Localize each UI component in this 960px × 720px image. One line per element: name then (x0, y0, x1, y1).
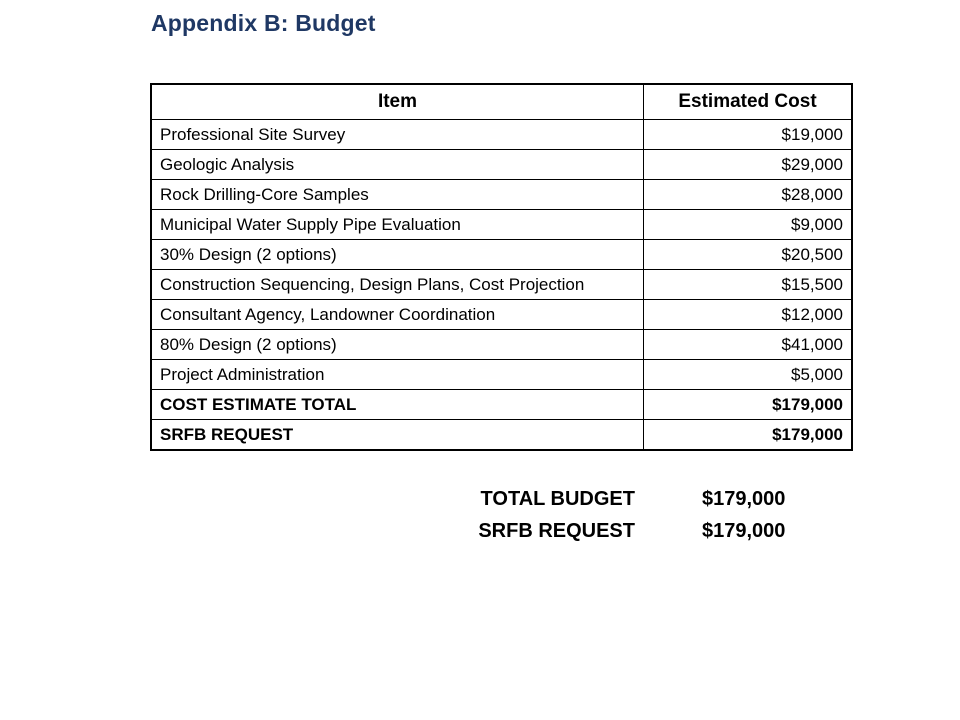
cost-cell: $29,000 (644, 150, 853, 180)
table-row (151, 240, 852, 270)
cost-cell: $9,000 (644, 210, 853, 240)
column-header-estimated-cost: Estimated Cost (644, 84, 853, 120)
table-row (151, 210, 852, 240)
table-row (151, 120, 852, 150)
table-row (151, 300, 852, 330)
budget-table (150, 83, 853, 451)
table-row (151, 180, 852, 210)
table-row (151, 270, 852, 300)
cost-cell: $19,000 (644, 120, 853, 150)
table-row (151, 330, 852, 360)
cost-cell: $28,000 (644, 180, 853, 210)
cost-cell: $5,000 (644, 360, 853, 390)
item-cell: Project Administration (151, 360, 644, 390)
budget-summary (440, 483, 840, 547)
cost-cell: $41,000 (644, 330, 853, 360)
summary-value: $179,000 (702, 488, 786, 510)
item-cell: Municipal Water Supply Pipe Evaluation (151, 210, 644, 240)
item-cell: Construction Sequencing, Design Plans, Cost Projection (151, 270, 644, 300)
total-row-cost-estimate (151, 390, 852, 420)
table-row (151, 150, 852, 180)
table-header-row (151, 84, 852, 120)
cost-cell: $15,500 (644, 270, 853, 300)
summary-row-total-budget (440, 483, 840, 515)
total-cost-cell: $179,000 (644, 390, 853, 420)
total-label-cell: SRFB REQUEST (151, 420, 644, 451)
item-cell: 80% Design (2 options) (151, 330, 644, 360)
cost-cell: $12,000 (644, 300, 853, 330)
summary-label: TOTAL BUDGET (480, 488, 635, 510)
item-cell: 30% Design (2 options) (151, 240, 644, 270)
item-cell: Rock Drilling-Core Samples (151, 180, 644, 210)
table-row (151, 360, 852, 390)
total-row-srfb-request (151, 420, 852, 451)
item-cell: Professional Site Survey (151, 120, 644, 150)
summary-label: SRFB REQUEST (478, 520, 635, 542)
summary-row-srfb-request (440, 515, 840, 547)
total-cost-cell: $179,000 (644, 420, 853, 451)
cost-cell: $20,500 (644, 240, 853, 270)
column-header-item: Item (151, 84, 644, 120)
page-title: Appendix B: Budget (151, 10, 376, 36)
item-cell: Consultant Agency, Landowner Coordination (151, 300, 644, 330)
item-cell: Geologic Analysis (151, 150, 644, 180)
total-label-cell: COST ESTIMATE TOTAL (151, 390, 644, 420)
summary-value: $179,000 (702, 520, 786, 542)
